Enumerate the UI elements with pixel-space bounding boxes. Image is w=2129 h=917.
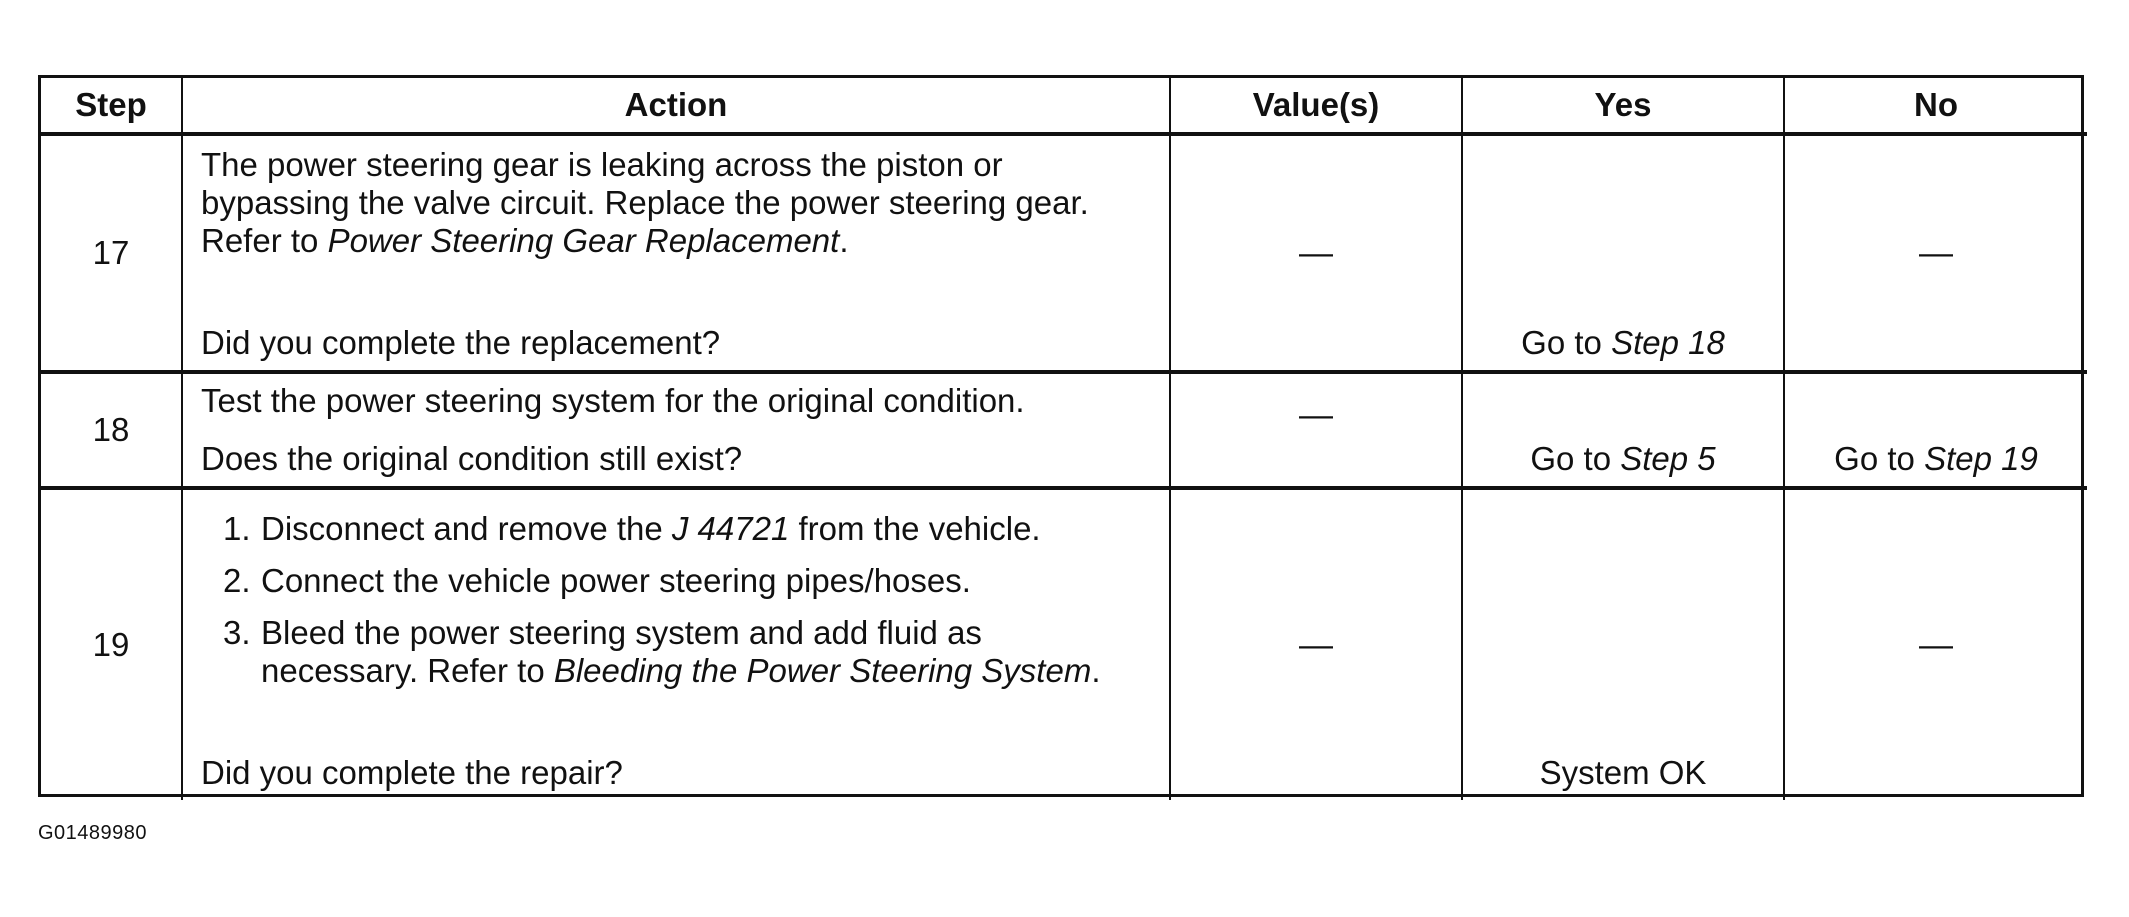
header-action: Action	[183, 78, 1171, 136]
step-17-number: 17	[41, 136, 183, 374]
step-18-number: 18	[41, 374, 183, 490]
step-19-item-1: 1. Disconnect and remove the J 44721 from the vehicle.	[223, 510, 1041, 547]
step-19-item-2: 2. Connect the vehicle power steering pipes/hoses.	[223, 562, 971, 599]
step-17-yes: Go to Step 18	[1463, 136, 1785, 374]
diagnostic-table	[38, 75, 2084, 797]
step-17-yes-ref: Step 18	[1611, 324, 1725, 361]
step-18-question: Does the original condition still exist?	[201, 440, 743, 477]
step-18-no-ref: Step 19	[1924, 440, 2038, 477]
step-17-reference: Power Steering Gear Replacement	[327, 222, 840, 259]
step-17-instruction: The power steering gear is leaking across the piston or bypassing the valve circuit. Replace the power steering gear. Refer to Power Steering Gear Replacement.	[201, 146, 1089, 259]
step-19-item-3: 3. Bleed the power steering system and add fluid as necessary. Refer to Bleeding the Power Steering System.	[223, 614, 1101, 689]
step-18-yes-ref: Step 5	[1620, 440, 1716, 477]
bleeding-reference: Bleeding the Power Steering System	[553, 652, 1092, 689]
step-18-action	[183, 374, 1171, 490]
step-18-yes: Go to Step 5	[1463, 374, 1785, 490]
step-19-value: —	[1171, 490, 1463, 800]
figure-code: G01489980	[38, 822, 148, 844]
step-17-no: —	[1785, 136, 2087, 374]
step-19-question: Did you complete the repair?	[201, 754, 623, 791]
step-19-no: —	[1919, 626, 1953, 664]
step-17-action	[183, 136, 1171, 374]
step-18-instruction: Test the power steering system for the original condition.	[201, 382, 1025, 419]
header-step: Step	[41, 78, 183, 136]
system-ok-text: System OK	[1539, 754, 1707, 791]
header-yes: Yes	[1463, 78, 1785, 136]
header-values: Value(s)	[1171, 78, 1463, 136]
step-19-yes	[1463, 490, 1785, 800]
step-17-question: Did you complete the replacement?	[201, 324, 721, 361]
step-18-no: Go to Step 19	[1785, 374, 2087, 490]
step-19-action	[183, 490, 1171, 800]
header-no: No	[1785, 78, 2087, 136]
tool-reference: J 44721	[671, 510, 790, 547]
step-19-number: 19	[41, 490, 183, 800]
step-17-value: —	[1171, 136, 1463, 374]
step-18-value: —	[1171, 374, 1463, 490]
